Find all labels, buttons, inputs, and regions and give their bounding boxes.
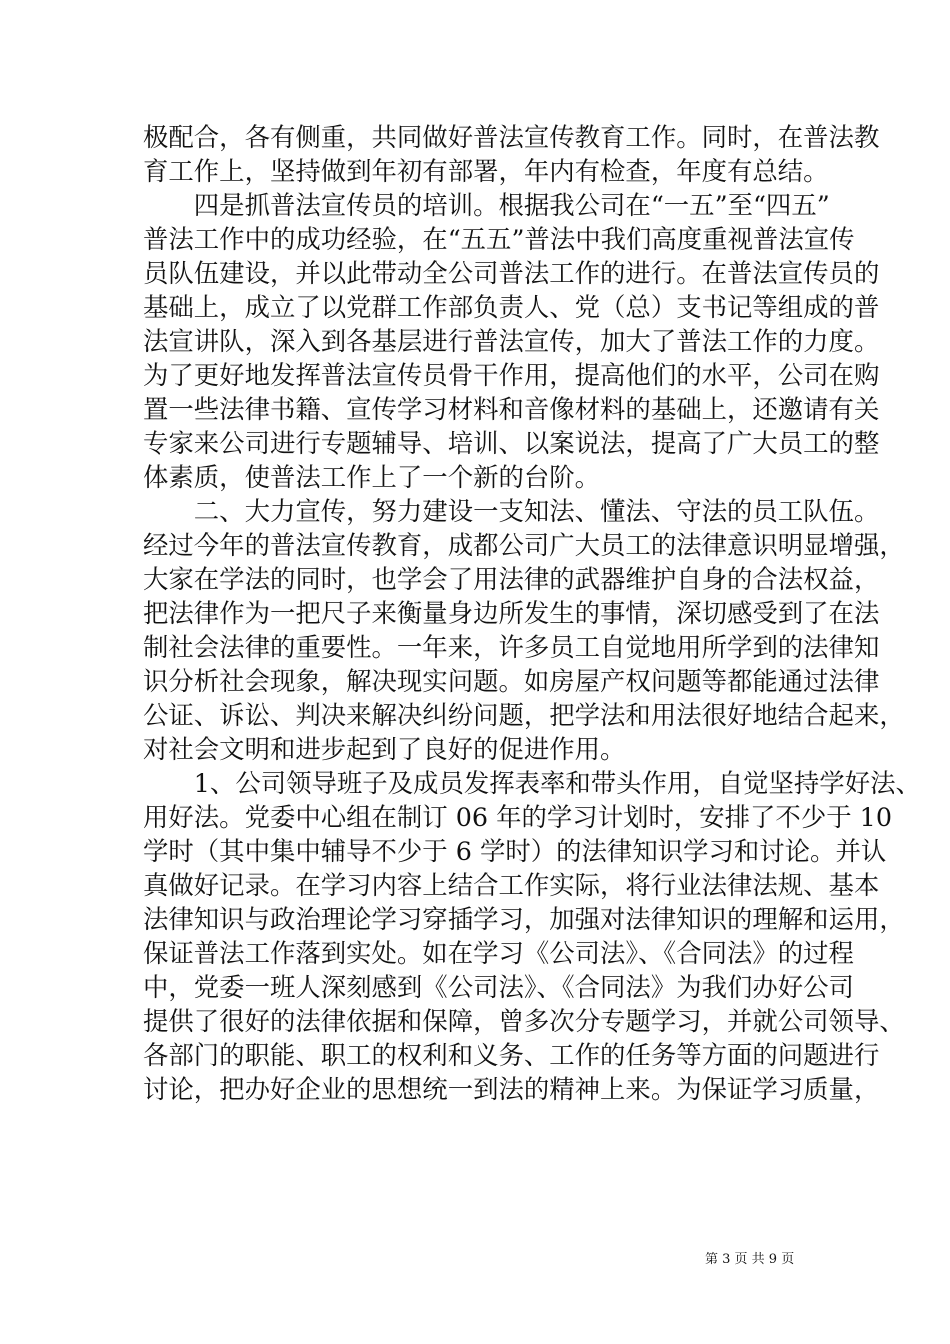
text-line: 中，党委一班人深刻感到《公司法》、《合同法》为我们办好公司 [143, 972, 854, 1002]
text-line: 各部门的职能、职工的权利和义务、工作的任务等方面的问题进行 [143, 1040, 880, 1070]
text-line: 提供了很好的法律依据和保障，曾多次分专题学习，并就公司领导、 [143, 1006, 905, 1036]
text-line: 极配合，各有侧重，共同做好普法宣传教育工作。同时，在普法教 [143, 122, 880, 152]
text-line: 讨论，把办好企业的思想统一到法的精神上来。为保证学习质量， [143, 1074, 880, 1104]
text-line: 识分析社会现象，解决现实问题。如房屋产权问题等都能通过法律 [143, 666, 880, 696]
text-line: 专家来公司进行专题辅导、培训、以案说法，提高了广大员工的整 [143, 428, 880, 458]
text-line: 公证、诉讼、判决来解决纠纷问题，把学法和用法很好地结合起来， [143, 700, 905, 730]
text-line: 学时（其中集中辅导不少于 6 学时）的法律知识学习和讨论。并认 [143, 836, 887, 866]
text-line: 保证普法工作落到实处。如在学习《公司法》、《合同法》的过程 [143, 938, 854, 968]
text-line: 法律知识与政治理论学习穿插学习，加强对法律知识的理解和运用， [143, 904, 905, 934]
text-line: 法宣讲队，深入到各基层进行普法宣传，加大了普法工作的力度。 [143, 326, 880, 356]
text-line: 对社会文明和进步起到了良好的促进作用。 [143, 734, 626, 764]
text-line: 二、大力宣传，努力建设一支知法、懂法、守法的员工队伍。 [143, 496, 880, 526]
text-line: 普法工作中的成功经验，在“五五”普法中我们高度重视普法宣传 [143, 224, 855, 254]
text-line: 经过今年的普法宣传教育，成都公司广大员工的法律意识明显增强， [143, 530, 905, 560]
text-line: 四是抓普法宣传员的培训。根据我公司在“一五”至“四五” [143, 190, 830, 220]
text-line: 基础上，成立了以党群工作部负责人、党（总）支书记等组成的普 [143, 292, 880, 322]
body-text [143, 120, 921, 1106]
text-line: 为了更好地发挥普法宣传员骨干作用，提高他们的水平，公司在购 [143, 360, 880, 390]
text-line: 把法律作为一把尺子来衡量身边所发生的事情，深切感受到了在法 [143, 598, 880, 628]
text-line: 体素质，使普法工作上了一个新的台阶。 [143, 462, 601, 492]
text-line: 员队伍建设，并以此带动全公司普法工作的进行。在普法宣传员的 [143, 258, 880, 288]
text-line: 用好法。党委中心组在制订 06 年的学习计划时，安排了不少于 10 [143, 802, 892, 832]
text-line: 制社会法律的重要性。一年来，许多员工自觉地用所学到的法律知 [143, 632, 880, 662]
text-line: 育工作上，坚持做到年初有部署，年内有检查，年度有总结。 [143, 156, 829, 186]
page-number: 第 3 页 共 9 页 [705, 1252, 795, 1267]
text-line: 大家在学法的同时，也学会了用法律的武器维护自身的合法权益， [143, 564, 880, 594]
text-line: 1、公司领导班子及成员发挥表率和带头作用，自觉坚持学好法、 [143, 768, 921, 798]
text-line: 真做好记录。在学习内容上结合工作实际，将行业法律法规、基本 [143, 870, 880, 900]
text-line: 置一些法律书籍、宣传学习材料和音像材料的基础上，还邀请有关 [143, 394, 880, 424]
